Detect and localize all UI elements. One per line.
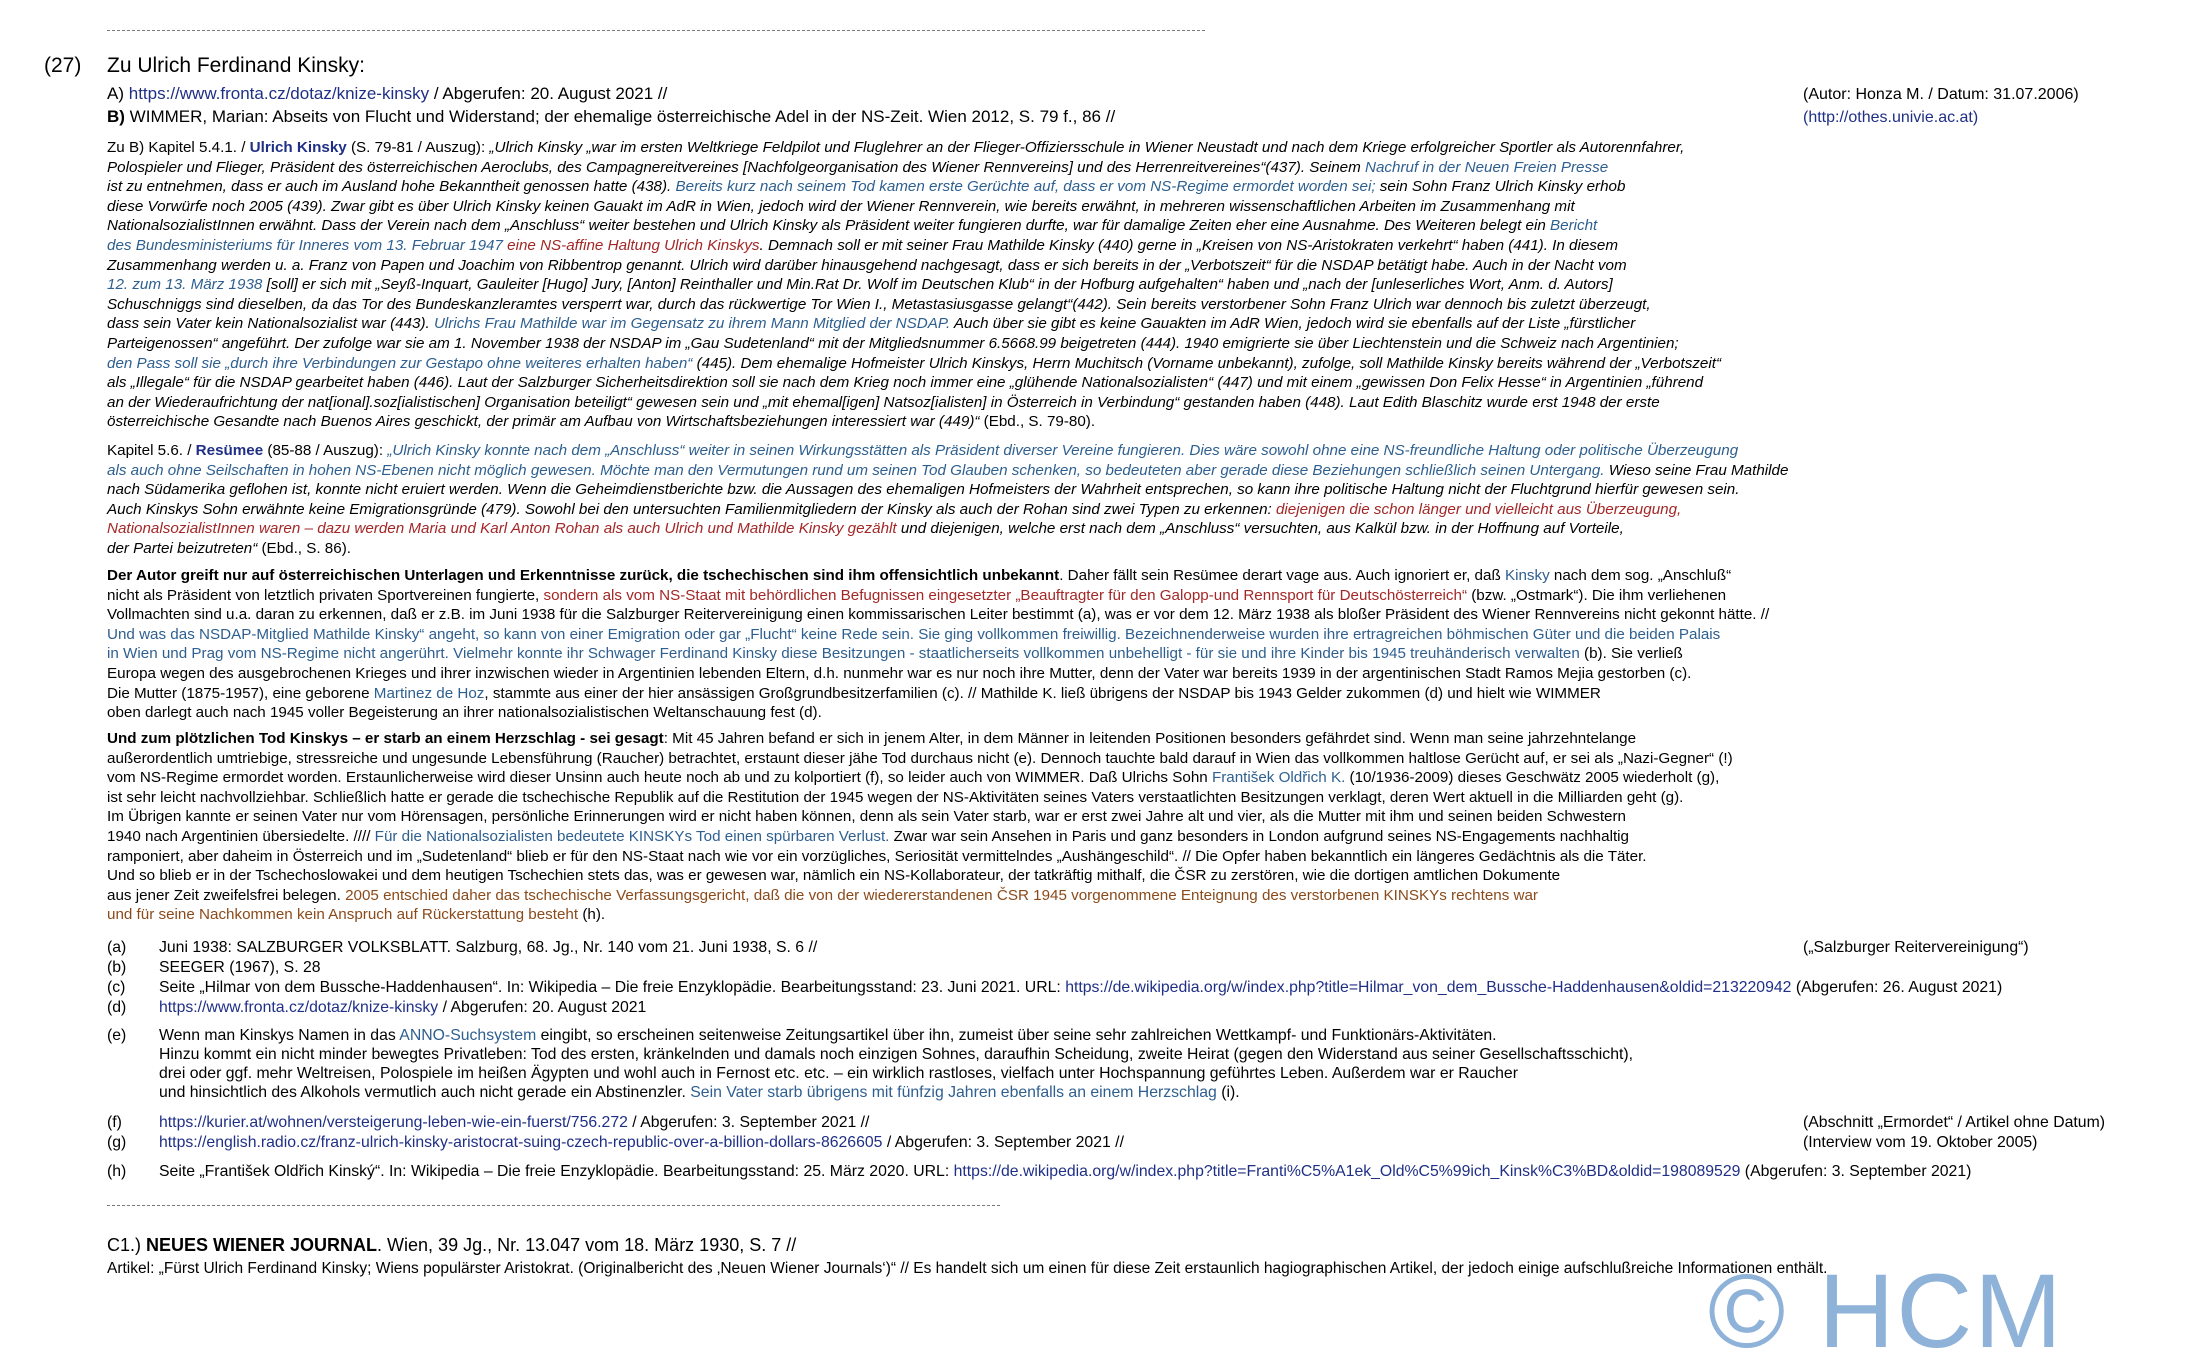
footnote-a-note: („Salzburger Reitervereinigung“) [1803,939,2029,956]
text: (b). Sie verließ [1579,645,1683,663]
highlight-brown: 2005 entschied daher das tschechische Verfassungsgericht, daß die von der wiedererstandenen ČSR 1945 vorgenommene Enteignung des verstorbenen KINSKYs rechtens war [345,886,1538,904]
text: Die Mutter (1875-1957), eine geborene [107,684,374,702]
text: Parteigenossen“ angeführt. Der zufolge war sie am 1. November 1938 der NSDAP im „Gau Sudetenland“ mit der Mitgliedsnummer 6.5668.99 beigetreten (444). 1940 emigrierte sie über Liechtenstein und die Schweiz nach Argentinien; [107,334,1679,352]
footnote-d-link[interactable]: https://www.fronta.cz/dotaz/knize-kinsky [159,999,439,1016]
text: Europa wegen des ausgebrochenen Krieges und ihrer inzwischen wieder in Argentinien lebenden Eltern, d.h. nunmehr war es nur noch ihre Mutter, denn der Vater war bereits 1939 in der argentinischen Stadt Ramos Mejia gestorben (c). [107,664,1692,682]
top-divider [107,30,1205,31]
text: NationalsozialistInnen erwähnt. Dass der Verein nach dem „Anschluss“ weiter bestehen und Ulrich Kinsky als Präsident weiter fungieren durfte, war für damalige Zeiten eher eine Ausnahme. Des Weiteren belegt ein [107,217,1550,235]
text: sein Sohn Franz Ulrich Kinsky erhob [1375,178,1626,196]
commentary-autor [107,566,1987,723]
footnote-f-link[interactable]: https://kurier.at/wohnen/versteigerung-leben-wie-ein-fuerst/756.272 [159,1114,628,1131]
highlight: Für die Nationalsozialisten bedeutete KINSKYs Tod einen spürbaren Verlust. [374,827,890,845]
source-b-prefix: B) [107,107,125,126]
martinez-de-hoz-link[interactable]: Martinez de Hoz [373,684,485,702]
c1-citation [107,1235,796,1256]
text: dass sein Vater kein Nationalsozialist war (443). [107,315,434,333]
text: / Abgerufen: 3. September 2021 // [882,1134,1124,1151]
footnote-g-link[interactable]: https://english.radio.cz/franz-ulrich-kinsky-aristocrat-suing-czech-republic-over-a-billion-dollars-8626605 [159,1134,883,1151]
nachruf-link[interactable]: Nachruf in der Neuen Freien Presse [1365,158,1609,176]
highlight-brown: und für seine Nachkommen kein Anspruch auf Rückerstattung besteht [107,906,579,924]
highlight-red: NationalsozialistInnen waren – dazu werden Maria und Karl Anton Rohan als auch Ulrich und Mathilde Kinsky gezählt [107,520,897,538]
footnote-g-label: (g) [107,1134,127,1151]
highlight: „Ulrich Kinsky konnte nach dem „Anschluss“ weiter in seinen Wirkungsstätten als Präsident diverser Vereine fungieren. Dies wäre sowohl ohne eine NS-freundliche Haltung oder politische Überzeugung [387,442,1739,459]
source-b [107,107,1115,127]
text: außerordentlich umtriebige, stressreiche und ungesunde Lebensführung (Raucher) betrachtet, erstaunt dieser jähe Tod durchaus nicht (e). Dennoch tauchte bald darauf in Wien das vollkommen haltlose Gerücht auf, er sei als „Nazi-Gegner“ (!) [107,749,1733,767]
source-a-link[interactable]: https://www.fronta.cz/dotaz/knize-kinsky [128,84,430,103]
highlight-red: eine NS-affine Haltung Ulrich Kinskys [502,236,760,254]
source-b-link[interactable]: (http://othes.univie.ac.at) [1803,109,1979,126]
footnote-f-note: (Abschnitt „Ermordet“ / Artikel ohne Datum) [1803,1114,2105,1131]
footnote-h-label: (h) [107,1163,127,1180]
text: „Ulrich Kinsky „war im ersten Weltkriege Feldpilot und Fluglehrer an der Flieger-Offiziersschule in Wiener Neustadt und nach dem Kriege erfolgreicher Sportler als Autorennfahrer, [489,139,1685,156]
bold-lead: Der Autor greift nur auf österreichischen Unterlagen und Erkenntnisse zurück, die tschechischen sind ihm offensichtlich unbekannt [107,567,1060,584]
text: (Abgerufen: 26. August 2021) [1791,979,2003,996]
footnote-a-text: Juni 1938: SALZBURGER VOLKSBLATT. Salzburg, 68. Jg., Nr. 140 vom 21. Juni 1938, S. 6 // [159,939,818,956]
text: Vollmachten sind u.a. daran zu erkennen, daß er z.B. im Juni 1938 für die Salzburger Reitervereinigung einen kommissarischen Leiter bestimmt (a), was er vor dem 12. März 1938 als bloßer Präsident des Wiener Rennvereins nicht gekonnt hätte. // [107,606,1770,624]
text: Wenn man Kinskys Namen in das [159,1027,400,1044]
footnote-b-text: SEEGER (1967), S. 28 [159,959,321,976]
text: an der Wiederaufrichtung der nat[ional].soz[ialistischen] Organisation beteiligt“ gewesen sein und „mit ehemal[igen] Natsoz[ialisten] in Österreich in Verbindung“ gestanden haben (448). Laut Edith Blaschitz wurde erst 1948 der erste [107,393,1660,411]
text: Kapitel 5.6. / [107,442,196,459]
text: nach Südamerika geflohen ist, konnte nicht eruiert werden. Wenn die Geheimdienstberichte bzw. die Aussagen des ehemaligen Hofmeisters der Wahrheit entsprechen, so kann ihre politische Haltung nicht der Fluchtgrund hierfür gewesen sein. [107,481,1740,499]
footnote-g-note: (Interview vom 19. Oktober 2005) [1803,1134,2038,1151]
highlight: den Pass soll sie „durch ihre Verbindungen zur Gestapo ohne weiteres erhalten haben“ [107,354,693,372]
text: aus jener Zeit zweifelsfrei belegen. [107,886,346,904]
text: Zwar war sein Ansehen in Paris und ganz besonders in London aufgrund seines NS-Engagements nachhaltig [889,827,1629,845]
footnote-c-link[interactable]: https://de.wikipedia.org/w/index.php?title=Hilmar_von_dem_Bussche-Haddenhausen&oldid=213220942 [1065,979,1792,996]
text: . Demnach soll er mit seiner Frau Mathilde Kinsky (440) gerne in „Kreisen von NS-Aristokraten verkehrt“ haben (441). In diesem [759,236,1618,254]
text: und diejenigen, welche erst nach dem „Anschluss“ versuchten, aus Kalkül bzw. in der Hoffnung auf Vorteile, [896,520,1624,538]
text: eingibt, so erscheinen seitenweise Zeitungsartikel über ihn, zumeist über seine sehr zahlreichen Wettkampf- und Funktionärs-Aktivitäten. [536,1027,1497,1044]
text: (10/1936-2009) dieses Geschwätz 2005 wiederholt (g), [1345,769,1720,787]
highlight: Sein Vater starb übrigens mit fünfzig Jahren ebenfalls an einem Herzschlag [690,1084,1217,1101]
text: Wieso seine Frau Mathilde [1604,461,1789,479]
text: [soll] er sich mit „Seyß-Inquart, Gauleiter [Hugo] Jury, [Anton] Reinthaller und Min.Rat Dr. Wolf im Deutschen Klub“ in der Hofburg aufgehalten“ haben und „nach der [unleserliches Wort, Anm. d. Autors] [262,276,1613,294]
highlight: in Wien und Prag vom NS-Regime nicht angerührt. Vielmehr konnte ihr Schwager Ferdinand Kinsky diese Besitzungen - staatlicherseits vollkommen unbehelligt - für sie und ihre Kinder bis 1945 treuhänderisch verwalten [107,645,1580,663]
highlight: Bereits kurz nach seinem Tod kamen erste Gerüchte auf, dass er vom NS-Regime ermordet worden sei; [675,178,1376,196]
ulrich-kinsky-link[interactable]: Ulrich Kinsky [249,139,347,156]
text: oben darlegt auch nach 1945 voller Begeisterung an ihrer nationalsozialistischen Weltanschauung fest (d). [107,704,822,722]
text: (Ebd., S. 86). [257,539,351,557]
highlight: des Bundesministeriums für Inneres vom 13. Februar 1947 [107,236,503,254]
excerpt-kapitel-541 [107,138,1987,432]
footnote-e-line-4 [159,1083,1240,1103]
footnote-b-label: (b) [107,959,127,976]
highlight-red: sondern als vom NS-Staat mit behördlichen Befugnissen eingesetzter „Beauftragter für den Galopp-und Rennsport für Deutschösterreich“ [543,586,1468,604]
entry-number: (27) [44,54,82,77]
text: nicht als Präsident von letztlich privaten Sportvereinen fungierte, [107,586,544,604]
text: ist sehr leicht nachvollziehbar. Schließlich hatte er gerade die tschechische Republik auf die Restitution der 1945 wegen der NS-Aktivitäten seines Vaters verstaatlichten Besitzungen verklagt, deren Wert aktuell in die Milliarden geht (g). [107,788,1684,806]
commentary-tod [107,729,1987,925]
text: (Ebd., S. 79-80). [979,413,1096,431]
text: Zu B) Kapitel 5.4.1. / [107,139,250,156]
bericht-link[interactable]: Bericht [1550,217,1598,235]
text: (Abgerufen: 3. September 2021) [1740,1163,1972,1180]
highlight: 12. zum 13. März 1938 [107,276,263,294]
text: (445). Dem ehemalige Hofmeister Ulrich Kinskys, Herrn Muchitsch (Vorname unbekannt), zufolge, soll Mathilde Kinsky bereits während der „Verbotszeit“ [692,354,1722,372]
text: (bzw. „Ostmark“). Die ihm verliehenen [1467,586,1727,604]
text: der Partei beizutreten“ [107,539,258,557]
text: Im Übrigen kannte er seinen Vater nur vom Hörensagen, persönliche Erinnerungen wird er nicht haben können, denn als sein Vater starb, war er erst zwei Jahre alt und vier, als die Mutter mit ihm und seinen beiden Schwestern [107,808,1626,826]
entry-heading: Zu Ulrich Ferdinand Kinsky: [107,54,365,77]
text: Polospieler und Flieger, Präsident des österreichischen Aeroclubs, des Campagnereitvereines [Nachfolgeorganisation des Wiener Rennvereins] und des Herrenreitvereines“(437). Seinem [107,158,1366,176]
hcm-watermark: © HCM [1708,1253,2064,1370]
text: Seite „Hilmar von dem Bussche-Haddenhausen“. In: Wikipedia – Die freie Enzyklopädie. Bearbeitungsstand: 23. Juni 2021. URL: [159,979,1066,996]
text: . Wien, 39 Jg., Nr. 13.047 vom 18. März 1930, S. 7 // [377,1235,797,1255]
source-b-text: WIMMER, Marian: Abseits von Flucht und Widerstand; der ehemalige österreichische Adel in der NS-Zeit. Wien 2012, S. 79 f., 86 // [124,107,1116,126]
text: (S. 79-81 / Auszug): [346,139,490,156]
text: und hinsichtlich des Alkohols vermutlich auch nicht gerade ein Abstinenzler. [159,1084,691,1101]
bold-lead: Und zum plötzlichen Tod Kinskys – er starb an einem Herzschlag - sei gesagt [107,730,664,747]
source-a-suffix: / Abgerufen: 20. August 2021 // [429,84,668,103]
kinsky-link[interactable]: Kinsky [1504,567,1550,584]
footnote-g [159,1133,1124,1153]
c1-title: NEUES WIENER JOURNAL [146,1235,378,1255]
footnote-e-line-2: Hinzu kommt ein nicht minder bewegtes Privatleben: Tod des ersten, kränkelnden und damals noch einzigen Sohnes, daraufhin Scheidung, zweite Heirat (gegen den Widerstand aus seiner Gesellschaftsschicht), [159,1046,1634,1063]
highlight: Und was das NSDAP-Mitglied Mathilde Kinsky“ angeht, so kann von einer Emigration oder gar „Flucht“ keine Rede sein. Sie ging vollkommen freiwillig. Bezeichnenderweise wurden ihre ertragreichen böhmischen Güter und die beiden Palais [107,625,1721,643]
footnote-f [159,1113,869,1133]
text: (i). [1216,1084,1240,1101]
text: : Mit 45 Jahren befand er sich in jenem Alter, in dem Männer in leitenden Positionen besonders gefährdet sind. Wenn man seine jahrzehntelange [663,730,1637,747]
text: österreichische Gesandte nach Buenos Aires geschickt, der primär am Aufbau von Wirtschaftsbeziehungen interessiert war (449)“ [107,413,980,431]
resuemee-link[interactable]: Resümee [195,442,264,459]
text: als „Illegale“ für die NSDAP gearbeitet haben (446). Laut der Salzburger Sicherheitsdirektion soll sie nach dem Krieg noch immer eine „glühende Nationalsozialisten“ (447) und mit einem „gewissen Don Felix Hesse“ in Argentinien „führend [107,374,1704,392]
text: 1940 nach Argentinien übersiedelte. //// [107,827,375,845]
text: , stammte aus einer der hier ansässigen Großgrundbesitzerfamilien (c). // Mathilde K. ließ übrigens der NSDAP bis 1943 Gelder zukommen (d) und hielt wie WIMMER [484,684,1601,702]
text: (h). [578,906,606,924]
text: C1.) [107,1235,147,1255]
anno-suchsystem-link[interactable]: ANNO-Suchsystem [399,1027,537,1044]
source-a-note: (Autor: Honza M. / Datum: 31.07.2006) [1803,86,2079,103]
text: / Abgerufen: 20. August 2021 [438,999,647,1016]
text: . Daher fällt sein Resümee derart vage aus. Auch ignoriert er, daß [1059,567,1505,584]
footnote-h [159,1162,1971,1182]
text: nach dem sog. „Anschluß“ [1549,567,1732,584]
footnote-d-label: (d) [107,999,127,1016]
footnote-f-label: (f) [107,1114,122,1131]
highlight: Ulrichs Frau Mathilde war im Gegensatz zu ihrem Mann Mitglied der NSDAP. [433,315,951,333]
text: Schuschniggs sind dieselben, da das Tor des Bundeskanzleramtes versperrt war, durch das rückwertige Tor Wien I., Metastasiusgasse gelangt“(442). Sein bereits verstorbener Sohn Franz Ulrich war dennoch bis zuletzt überzeugt, [107,295,1651,313]
text: Zusammenhang werden u. a. Franz von Papen und Joachim von Ribbentrop genannt. Ulrich wird darüber hinausgehend nachgesagt, dass er sich bereits in der „Verbotszeit“ für die NSDAP betätigt habe. Auch in der Nacht vom [107,256,1627,274]
source-a-prefix: A) [107,84,129,103]
excerpt-kapitel-56 [107,441,1987,559]
highlight: als auch ohne Seilschaften in hohen NS-Ebenen nicht möglich gewesen. Möchte man den Vermutungen rund um seinen Tod Glauben schenken, so bedeuteten aber gerade diese Beziehungen schließlich seinen Untergang. [107,461,1605,479]
text: (85-88 / Auszug): [263,442,388,459]
text: vom NS-Regime ermordet worden. Erstaunlicherweise wird dieser Unsinn auch heute noch ab und zu kolportiert (f), so leider auch von WIMMER. Daß Ulrichs Sohn [107,769,1212,787]
source-a [107,84,667,104]
text: diese Vorwürfe noch 2005 (439). Zwar gibt es über Ulrich Kinsky keinen Gauakt im AdR in Wien, jedoch wird der Wiener Rennverein, wie bereits erwähnt, in mehreren wissenschaftlichen Arbeiten im Zusammenhang mit [107,197,1575,215]
footnote-d [159,998,646,1018]
frantisek-oldrich-link[interactable]: František Oldřich K. [1211,769,1346,787]
footnote-a-label: (a) [107,939,127,956]
text: Und so blieb er in der Tschechoslowakei und dem heutigen Tschechien stets das, was er gewesen war, nämlich ein NS-Kollaborateur, der tatkräftig mithalf, die ČSR zu zerstören, wie die dortigen amtlichen Dokumente [107,867,1561,885]
footnote-h-link[interactable]: https://de.wikipedia.org/w/index.php?title=Franti%C5%A1ek_Old%C5%99ich_Kinsk%C3%BD&oldid=198089529 [953,1163,1741,1180]
footnote-e-line-1 [159,1026,1497,1046]
text: ramponiert, aber daheim in Österreich und im „Sudetenland“ blieb er für den NS-Staat nach wie vor ein vorzügliches, Seriosität vermittelndes „Aushängeschild“. // Die Opfer haben bekanntlich ein längeres Gedächtnis als die Täter. [107,847,1647,865]
footnote-c [159,978,2002,998]
text: Auch Kinskys Sohn erwähnte keine Emigrationsgründe (479). Sowohl bei den untersuchten Familienmitgliedern der Kinsky als auch der Rohan sind zwei Typen zu erkennen: [107,500,1276,518]
footnote-c-label: (c) [107,979,126,996]
footnote-e-line-3: drei oder ggf. mehr Weltreisen, Polospiele im heißen Ägypten und wohl auch in Fernost etc. etc. – ein wirklich rastloses, vielfach unter Hochspannung geführtes Leben. Außerdem war er Raucher [159,1065,1518,1082]
bottom-divider [107,1205,1000,1206]
highlight-red: diejenigen die schon länger und vielleicht aus Überzeugung, [1275,500,1682,518]
text: ist zu entnehmen, dass er auch im Ausland hohe Bekanntheit genossen hatte (438). [107,178,676,196]
text: Auch über sie gibt es keine Gauakten im AdR Wien, jedoch wird sie ebenfalls auf der Liste „fürstlicher [950,315,1636,333]
text: / Abgerufen: 3. September 2021 // [627,1114,870,1131]
c1-article: Artikel: „Fürst Ulrich Ferdinand Kinsky; Wiens populärster Aristokrat. (Originalbericht des ‚Neuen Wiener Journals‘)“ // Es handelt sich um einen für diese Zeit erstaunlich hagiographischen Artikel, der jedoch einige aufschlußreiche Informationen enthält. [107,1260,1828,1277]
footnote-e-label: (e) [107,1027,127,1044]
text: Seite „František Oldřich Kinský“. In: Wikipedia – Die freie Enzyklopädie. Bearbeitungsstand: 25. März 2020. URL: [159,1163,954,1180]
